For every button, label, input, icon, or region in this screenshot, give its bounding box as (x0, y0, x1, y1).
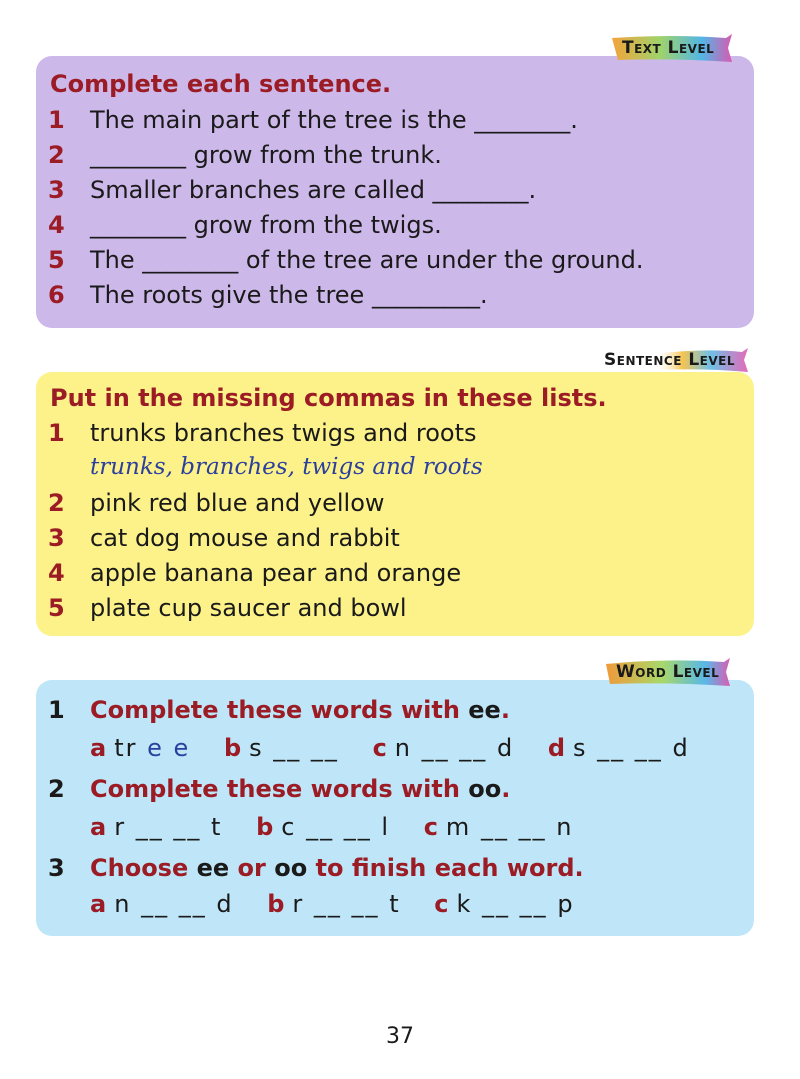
text-level-heading: Complete each sentence. (50, 70, 392, 98)
text-item-1: 1 The main part of the tree is the ________. (48, 106, 578, 134)
sentence-level-badge-label: Sentence Level (604, 350, 735, 370)
word-level-badge (606, 658, 730, 686)
word-q3-b: b r __ __ t (267, 890, 401, 918)
text-item-6: 6 The roots give the tree _________. (48, 281, 488, 309)
page-number: 37 (386, 1024, 414, 1049)
sentence-level-badge (594, 346, 748, 374)
word-q1-c: c n __ __ d (372, 734, 515, 762)
word-q1-a: a tr e e (90, 734, 191, 762)
sentence-item-3: 3 cat dog mouse and rabbit (48, 524, 400, 552)
word-q3: 3 Choose ee or oo to finish each word. (48, 854, 584, 882)
text-item-4: 4 ________ grow from the twigs. (48, 211, 442, 239)
word-level-badge-label: Word Level (616, 662, 720, 682)
text-item-3: 3 Smaller branches are called ________. (48, 176, 537, 204)
word-q2-a: a r __ __ t (90, 813, 223, 841)
word-q2-b: b c __ __ l (256, 813, 391, 841)
example-answer: trunks, branches, twigs and roots (90, 454, 483, 480)
word-q3-c: c k __ __ p (434, 890, 575, 918)
word-q1: 1 Complete these words with ee . (48, 696, 510, 724)
text-item-2: 2 ________ grow from the trunk. (48, 141, 442, 169)
sentence-item-5: 5 plate cup saucer and bowl (48, 594, 407, 622)
text-level-badge-label: Text Level (622, 38, 715, 58)
sentence-item-1: 1 trunks branches twigs and roots (48, 419, 477, 447)
word-q2-items (90, 813, 597, 841)
sentence-item-4: 4 apple banana pear and orange (48, 559, 462, 587)
word-q1-items (90, 734, 714, 762)
word-q3-items (90, 890, 599, 918)
sentence-item-2: 2 pink red blue and yellow (48, 489, 385, 517)
text-item-5: 5 The ________ of the tree are under the ground. (48, 246, 644, 274)
sentence-level-heading: Put in the missing commas in these lists. (50, 384, 607, 412)
word-q1-d: d s __ __ d (547, 734, 690, 762)
text-level-badge (612, 34, 732, 62)
word-q2: 2 Complete these words with oo . (48, 775, 511, 803)
word-q1-b: b s __ __ (223, 734, 339, 762)
word-q2-c: c m __ __ n (423, 813, 574, 841)
word-q3-a: a n __ __ d (90, 890, 234, 918)
